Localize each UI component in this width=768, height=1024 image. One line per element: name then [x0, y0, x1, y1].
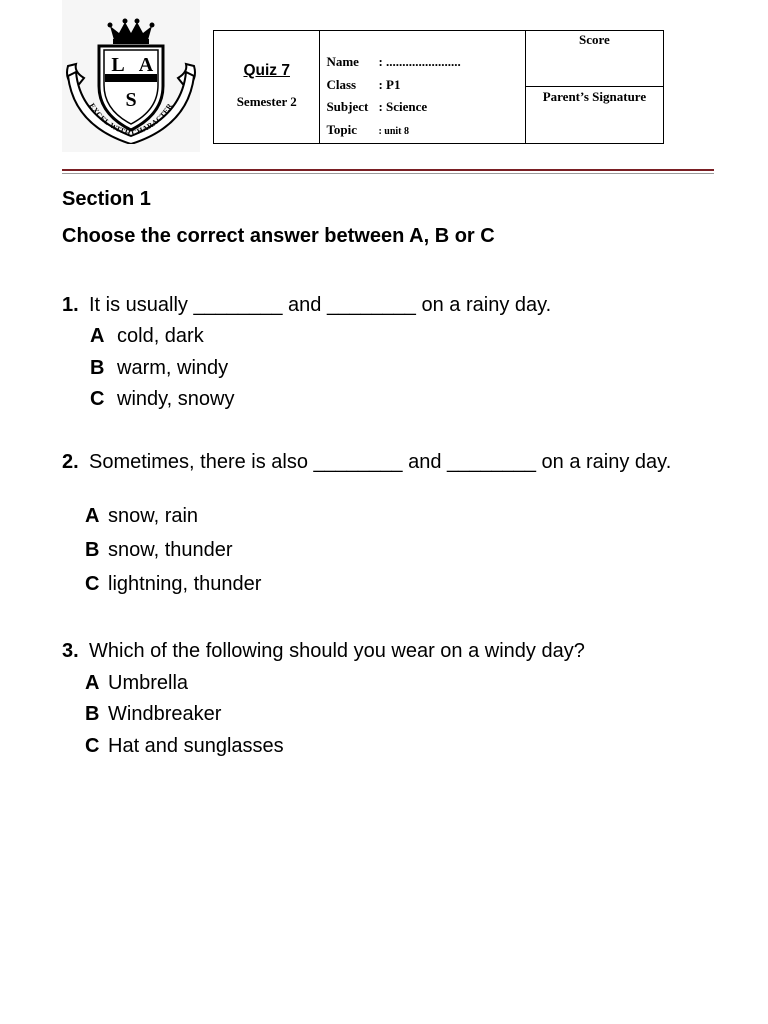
subject-label: Subject [326, 99, 369, 114]
option-letter: A [85, 505, 100, 527]
option-text: cold, dark [117, 325, 204, 347]
option-text: warm, windy [117, 357, 229, 379]
option-letter: B [85, 703, 100, 725]
semester-label: Semester 2 [236, 94, 297, 109]
section-title: Section 1 [62, 188, 151, 210]
option-letter: B [90, 357, 105, 379]
question-number: 1. [62, 294, 79, 316]
q3-option-b[interactable] [85, 703, 221, 726]
question-number: 3. [62, 640, 79, 662]
class-field [320, 74, 524, 97]
question-number: 2. [62, 451, 79, 473]
q1-option-b[interactable] [90, 357, 228, 380]
q2-option-b[interactable] [85, 539, 233, 562]
logo-letter-l: L [111, 54, 125, 76]
q1-option-a[interactable] [90, 325, 204, 348]
topic-label: Topic [326, 121, 358, 137]
question-1 [62, 294, 722, 317]
option-text: windy, snowy [117, 388, 235, 410]
quiz-title: Quiz 7 [243, 62, 290, 79]
option-letter: B [85, 539, 100, 561]
question-text: Sometimes, there is also ________ and ________ on a rainy day. [89, 451, 672, 473]
option-letter: A [90, 325, 105, 347]
question-text: It is usually ________ and ________ on a rainy day. [89, 294, 552, 316]
logo-motto: EXCEL WITH CHARACTER [87, 101, 175, 139]
question-3 [62, 640, 722, 663]
q3-option-c[interactable] [85, 735, 284, 758]
q2-option-a[interactable] [85, 505, 198, 528]
school-crest-icon [62, 14, 200, 144]
class-label: Class [326, 76, 357, 92]
subject-field [320, 96, 524, 119]
topic-value: : unit 8 [378, 125, 410, 137]
topic-field [320, 119, 524, 142]
option-letter: C [90, 388, 105, 410]
question-text: Which of the following should you wear on a windy day? [89, 640, 585, 662]
parent-signature-label: Parent’s Signature [542, 89, 647, 104]
option-letter: A [85, 672, 100, 694]
option-text: snow, thunder [108, 539, 233, 561]
name-label: Name [326, 54, 359, 69]
section-instruction: Choose the correct answer between A, B or C [62, 225, 495, 247]
q1-option-c[interactable] [90, 388, 234, 411]
name-field[interactable] [320, 51, 524, 74]
q3-option-a[interactable] [85, 672, 188, 695]
subject-value: : Science [378, 99, 428, 114]
option-letter: C [85, 573, 100, 595]
score-label: Score [579, 32, 610, 47]
option-text: lightning, thunder [108, 573, 262, 595]
quiz-header-table [213, 30, 664, 144]
parent-signature-cell[interactable] [525, 87, 663, 144]
option-text: snow, rain [108, 505, 199, 527]
option-text: Umbrella [108, 672, 189, 694]
option-text: Windbreaker [108, 703, 222, 725]
option-text: Hat and sunglasses [108, 735, 284, 757]
quiz-title-cell [214, 31, 320, 144]
logo-letter-s: S [125, 89, 137, 111]
q2-option-c[interactable] [85, 573, 261, 596]
logo-letter-a: A [138, 54, 154, 76]
school-logo [62, 0, 200, 152]
option-letter: C [85, 735, 100, 757]
student-info-cell [320, 31, 525, 144]
header-divider-thin [62, 173, 714, 174]
score-cell[interactable] [525, 31, 663, 87]
header-divider [62, 169, 714, 171]
class-value: : P1 [378, 76, 401, 92]
name-value: : ....................... [378, 54, 461, 69]
question-2 [62, 451, 722, 474]
